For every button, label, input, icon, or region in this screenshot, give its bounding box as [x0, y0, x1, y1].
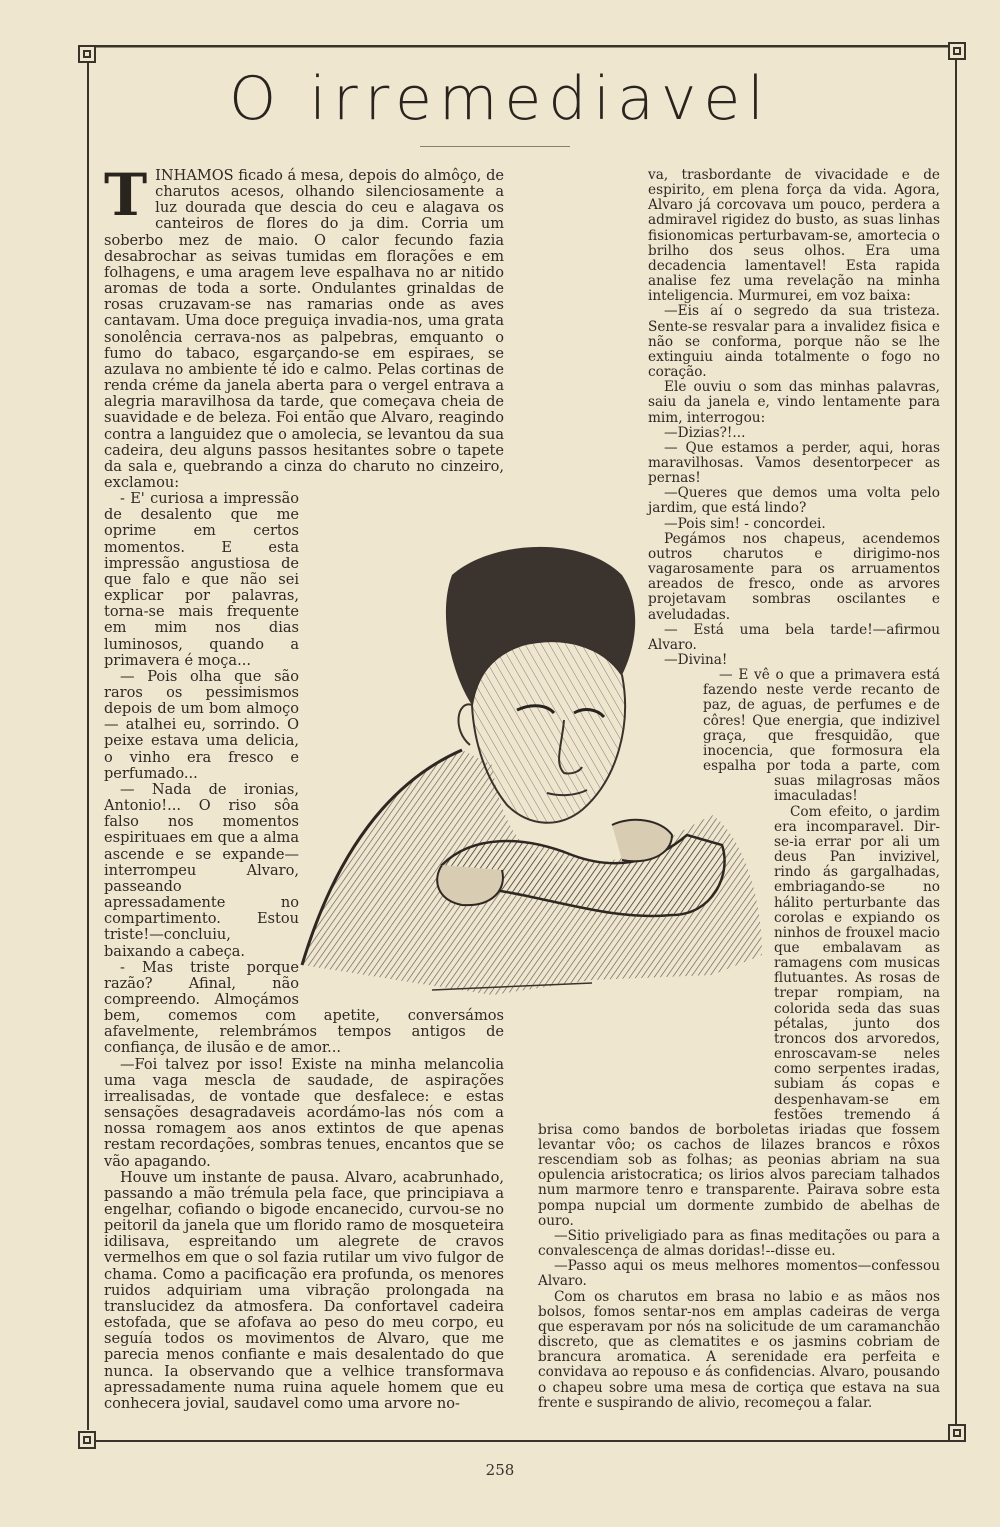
drop-cap: T [104, 161, 148, 229]
paragraph: — E vê o que a primavera está fazendo neste verde recanto de paz, de aguas, de perfumes e de côres! Que energia, que indizivel graça, que fresquidão, que inocencia, que formosura ela espalha por toda a parte, com suas milagrosas mãos imaculadas! [703, 667, 940, 805]
pensive-man-sketch-icon [292, 535, 772, 1005]
paragraph: INHAMOS ficado á mesa, depois do almôço, de charutos acesos, olhando silenciosamente a luz dourada que descia do ceu e alagava os canteiros de flores do ja dim. Corria um soberbo mez de maio. O calor fecundo fazia desabrochar as seivas tumidas em florações e em folhagens, e uma aragem leve espalhava no ar nitido aromas de toda a sorte. Ondulantes grinaldas de rosas cruzavam-se nas ramarias onde as aves cantavam. Uma doce preguiça invadia-nos, uma grata sonolência cerrava-nos as palpebras, emquanto o fumo do tabaco, esgarçando-se em espiraes, se azulava no ambiente té ido e calmo. Pelas cortinas de renda créme da janela aberta para o vergel entrava a alegria maravilhosa da tarde, que começava cheia de suavidade e de beleza. Foi então que Alvaro, reagindo contra a languidez que o amolecia, se levantou da sua cadeira, deu alguns passos hesitantes sobre o tapete da sala e, quebrando a cinza do charuto no cinzeiro, exclamou: [104, 167, 504, 491]
frame-left-rule [87, 60, 89, 1430]
paragraph: va, trasbordante de vivacidade e de espirito, em plena força da vida. Agora, Alvaro já corcovava um pouco, perdera a admiravel rigidez do busto, as suas linhas fisionomicas perturbavam-se, amortecia o brilho dos seus olhos. Era uma decadencia lamentavel! Esta rapida analise fez uma revelação na minha inteligencia. Murmurei, em voz baixa: [648, 167, 940, 305]
paragraph: Ele ouviu o som das minhas palavras, saiu da janela e, vindo lentamente para mim, interrogou: [648, 379, 940, 426]
paragraph: —Eis aí o segredo da sua tristeza. Sente-se resvalar para a invalidez fisica e não se conforma, porque não se lhe extinguiu ainda totalmente o fogo no coração. [648, 303, 940, 381]
paragraph: — Está uma bela tarde!—afirmou Alvaro. [648, 621, 940, 653]
frame-top-rule-left [84, 47, 950, 48]
paragraph: —Divina! [664, 652, 728, 668]
paragraph: Houve um instante de pausa. Alvaro, acabrunhado, passando a mão trémula pela face, que principiava a engelhar, cofiando o bigode encanecido, curvou-se no peitoril da janela que um florido ramo de mosqueteira idilisava, espreitando um alegrete de cravos vermelhos em que o sol fazia rutilar um vivo fulgor de chama. Como a pacificação era profunda, os menores ruidos adquiriam uma vibração prolongada na translucidez da atmosfera. Da confortavel cadeira estofada, que se afofava ao peso do meu corpo, eu seguía todos os movimentos de Alvaro, que me parecia menos confiante e mais desalentado do que nunca. Ia observando que a velhice transformava apressadamente numa ruina aquele homem que eu conhecera jovial, saudavel como uma arvore no- [104, 1168, 504, 1412]
frame-bottom-rule [84, 1440, 950, 1442]
paragraph: Com os charutos em brasa no labio e as mãos nos bolsos, fomos sentar-nos em amplas cadeiras de verga que esperavam por nós na solicitude de um caramanchão discreto, que as clematites e os jasmins cobriam de brancura aromatica. A serenidade era perfeita e convidava ao repouso e ás confidencias. Alvaro, pousando o chapeu sobre uma mesa de cortiça que estava na sua frente e suspirando de alivio, recomeçou a falar. [538, 1288, 940, 1411]
paragraph: - E' curiosa a impressão de desalento que me oprime em certos momentos. E esta impressão angustiosa de que falo e que não sei explicar por palavras, torna-se mais frequente em mim nos dias luminosos, quando a primavera é moça... [104, 490, 299, 669]
title-divider [420, 146, 570, 147]
paragraph: —Dizias?!... [664, 424, 746, 441]
paragraph: - Mas triste porque razão? Afinal, não compreendo. Almoçámos bem, comemos com apetite, conversámos afavelmente, relembrámos tempos antigos de confiança, de ilusão e de amor... [104, 958, 504, 1057]
frame-corner-ornament-icon [78, 1431, 96, 1449]
paragraph: —Sitio priveligiado para as finas meditações ou para a convalescença de almas doridas!--disse eu. [538, 1227, 940, 1260]
paragraph: — Nada de ironias, Antonio!... O riso sôa falso nos momentos espirituaes em que a alma ascende e se expande—interrompeu Alvaro, passeando apressadamente no compartimento. Estou triste!—concluiu, baixando a cabeça. [104, 780, 299, 960]
frame-corner-ornament-icon [78, 45, 96, 63]
paragraph: — Que estamos a perder, aqui, horas maravilhosas. Vamos desentorpecer as pernas! [648, 439, 940, 487]
frame-corner-ornament-icon [948, 42, 966, 60]
paragraph: —Foi talvez por isso! Existe na minha melancolia uma vaga mescla de saudade, de aspirações irrealisadas, de vontade que desfalece: e estas sensações desagradaveis acordámo-las nós com a nossa romagem aos anos extintos de que apenas restam recordações, sombras tenues, encantos que se vão apagando. [104, 1055, 505, 1170]
paragraph: —Passo aqui os meus melhores momentos—confessou Alvaro. [538, 1258, 940, 1290]
article-title: O irremediavel [229, 64, 771, 134]
paragraph: — Pois olha que são raros os pessimismos depois de um bom almoço — atalhei eu, sorrindo. O peixe estava uma delicia, o vinho era fresco e perfumado... [104, 667, 299, 782]
paragraph: Com efeito, o jardim era incomparavel. Dir-se-ia errar por ali um deus Pan invizivel, rindo ás gargalhadas, embriagando-se no hálito perturbante das corolas e expiando os ninhos de frouxel macio que embalavam as ramagens com musicas flutuantes. As rosas de trepar rompiam, na colorida seda das suas pétalas, junto dos troncos dos arvoredos, enroscavam-se neles como serpentes iradas, subiam ás copas e despenhavam-se em festões tremendo á brisa como bandos de borboletas iriadas que fossem levantar vôo; os cachos de lilazes brancos e rôxos rescendiam sob as folhas; as peonias abriam na sua opulencia aristocratica; os lirios alvos pareciam talhados num marmore tenro e transparente. Pairava sobre esta pompa nupcial um dormente zumbido de abelhas de ouro. [538, 803, 940, 1229]
frame-corner-ornament-icon [948, 1424, 966, 1442]
paragraph: Pegámos nos chapeus, acendemos outros charutos e dirigimo-nos vagarosamente para os arruamentos areados de fresco, onde as arvores projetavam sombras oscilantes e aveludadas. [648, 530, 940, 623]
frame-right-rule [955, 60, 957, 1430]
paragraph: —Queres que demos uma volta pelo jardim, que está lindo? [648, 485, 940, 517]
page-number: 258 [485, 1461, 515, 1479]
paragraph: —Pois sim! - concordei. [664, 515, 826, 532]
